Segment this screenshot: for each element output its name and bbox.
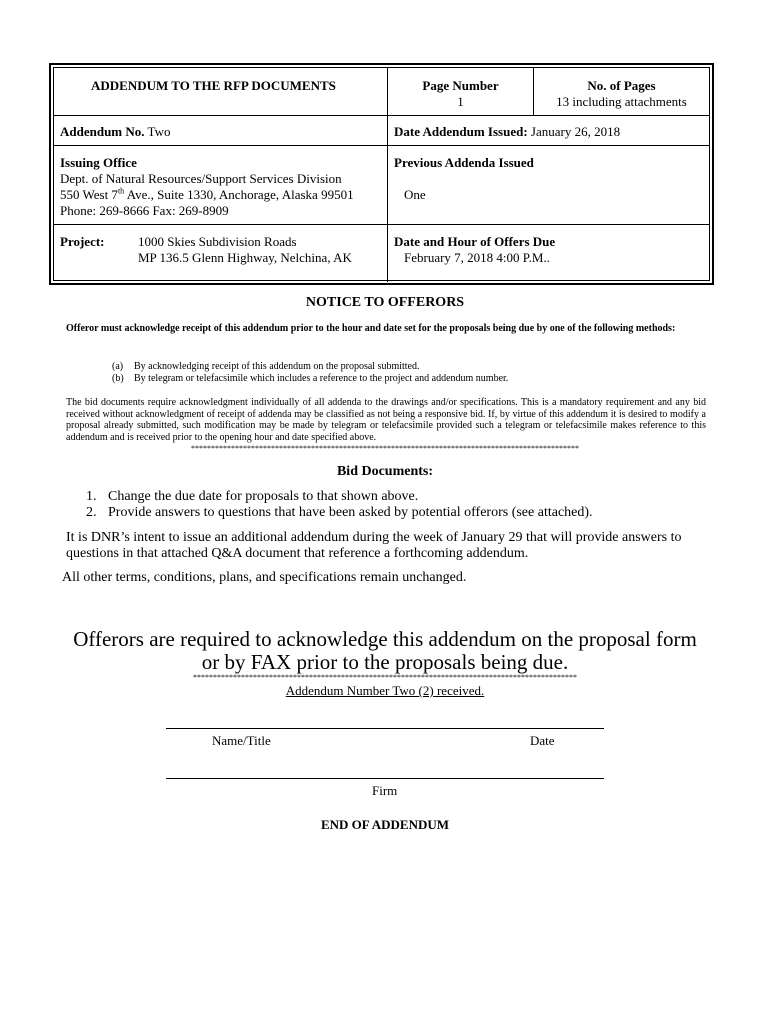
separator-stars: ************************************************************************************************* [191,445,579,453]
project-label: Project: [60,234,105,249]
offers-due-label: Date and Hour of Offers Due [394,234,556,249]
issuing-office-line1: Dept. of Natural Resources/Support Services Division [60,171,342,186]
method-b: (b) By telegram or telefacsimile which includes a reference to the project and addendum number. [112,373,509,384]
addendum-no-value: Two [147,124,171,139]
date-issued-value: January 26, 2018 [530,124,621,139]
bid-documents-list [86,489,726,521]
offers-due-value: February 7, 2018 4:00 P.M.. [404,250,550,265]
previous-addenda-cell [388,146,709,224]
bid-documents-title: Bid Documents: [336,464,434,479]
acknowledge-instructions: Offeror must acknowledge receipt of this addendum prior to the hour and date set for the proposals being due by one of the following methods: [66,323,676,334]
addendum-received: Addendum Number Two (2) received. [285,683,485,698]
acknowledge-requirement-line2: or by FAX prior to the proposals being due. [201,650,569,674]
header-row-title [54,68,709,116]
addendum-no-cell [54,116,388,145]
acknowledge-requirement-line1: Offerors are required to acknowledge this addendum on the proposal form [73,627,697,651]
page-number-cell [388,68,534,115]
rfp-title: ADDENDUM TO THE RFP DOCUMENTS [54,68,388,115]
notice-title: NOTICE TO OFFERORS [305,295,465,310]
unchanged-statement: All other terms, conditions, plans, and specifications remain unchanged. [62,570,467,585]
page-number-label: Page Number [422,78,499,93]
previous-addenda-value: One [404,187,426,202]
name-title-label: Name/Title [212,733,271,748]
date-issued-cell [388,116,709,145]
method-a: (a) By acknowledging receipt of this addendum on the proposal submitted. [112,361,420,372]
header-row-addendum [54,116,709,146]
list-item: 2. Provide answers to questions that have been asked by potential offerors (see attached). [86,505,593,520]
no-of-pages-value: 13 including attachments [556,94,687,109]
issuing-office-cell [54,146,388,224]
acknowledge-requirement [0,628,770,674]
header-row-issuing-office [54,146,709,225]
offers-due-cell [388,225,709,282]
header-table [49,63,714,285]
no-of-pages-cell [534,68,709,115]
project-cell [54,225,388,282]
issuing-office-line2: 550 West 7th Ave., Suite 1330, Anchorage, Alaska 99501 [60,186,354,202]
firm-signature-line [166,778,604,779]
project-line1: 1000 Skies Subdivision Roads [138,234,297,249]
list-item: 1. Change the due date for proposals to that shown above. [86,489,419,504]
project-line2: MP 136.5 Glenn Highway, Nelchina, AK [138,250,352,265]
date-label: Date [530,733,555,748]
end-of-addendum: END OF ADDENDUM [320,817,450,832]
page-number-value: 1 [457,94,464,109]
name-title-signature-line [166,728,604,729]
issuing-office-line3: Phone: 269-8666 Fax: 269-8909 [60,203,229,218]
header-row-project [54,225,709,282]
notice-paragraph: The bid documents require acknowledgment individually of all addenda to the drawings and/or specifications. This is a mandatory requirement and any bid received without acknowledgment of receipt of addenda may be classified as not being a responsive bid. If, by virtue of this addendum it is desired to modify a proposal already submitted, such modification may be made by telegram or telefacsimile provided such a telegram or telefacsimile makes reference to this addendum and is received prior to the opening hour and date specified above. [66,397,706,443]
no-of-pages-label: No. of Pages [587,78,656,93]
previous-addenda-label: Previous Addenda Issued [394,155,534,170]
acknowledge-methods [112,361,712,385]
issuing-office-label: Issuing Office [60,155,137,170]
addendum-no-label: Addendum No. [60,124,145,139]
firm-label: Firm [372,783,398,798]
intent-paragraph: It is DNR’s intent to issue an additional addendum during the week of January 29 that will provide answers to questions in that attached Q&A document that reference a forthcoming addendum. [66,530,682,561]
footer-separator-stars: ************************************************************************************************ [193,674,577,682]
date-issued-label: Date Addendum Issued: [394,124,528,139]
